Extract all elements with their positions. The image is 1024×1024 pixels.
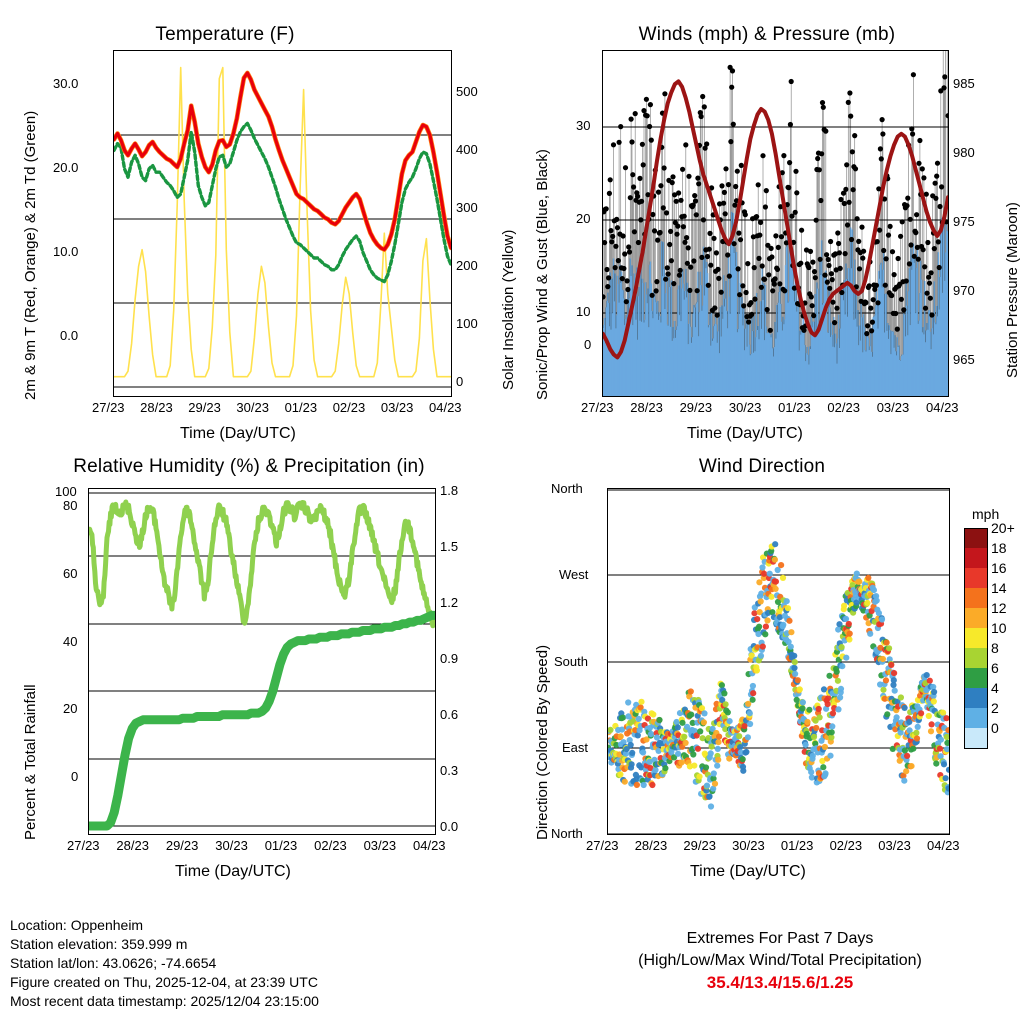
colorbar-swatch <box>964 608 988 628</box>
xtick-label: 29/23 <box>165 838 199 853</box>
winds-xlabel: Time (Day/UTC) <box>687 425 803 442</box>
colorbar-label: 0 <box>991 720 999 736</box>
xtick-label: 27/23 <box>586 838 619 853</box>
winds-svg <box>603 51 948 396</box>
colorbar-label: 2 <box>991 700 999 716</box>
colorbar-swatch <box>964 688 988 708</box>
xtick-label: 28/23 <box>630 400 663 415</box>
winds-plot <box>602 50 949 397</box>
xtick-label: 01/23 <box>780 838 814 853</box>
xtick-label: 01/23 <box>284 400 318 415</box>
xtick-label: 03/23 <box>876 400 910 415</box>
colorbar-label: 18 <box>991 540 1007 556</box>
xtick-label: 29/23 <box>188 400 221 415</box>
temperature-plot <box>113 50 452 397</box>
xtick-label: 27/23 <box>67 838 100 853</box>
colorbar-label: 8 <box>991 640 999 656</box>
xtick-label: 02/23 <box>332 400 366 415</box>
colorbar-label: 4 <box>991 680 999 696</box>
colorbar-label: 12 <box>991 600 1007 616</box>
colorbar-swatch <box>964 708 988 728</box>
xtick-label: 03/23 <box>363 838 397 853</box>
panel-winds: Winds (mph) & Pressure (mb) Sonic/Prop Wind & Gust (Blue, Black) Station Pressure (Maroon) 0 10 20 30 965 970 975 980 985 27/23 28/23 29/23 30/23 01/23 02/23 03/23 04/23 Time (Day/UTC) <box>512 0 1024 440</box>
panel-humidity: Relative Humidity (%) & Precipitation (in) Percent & Total Rainfall 0 20 40 60 80 100 0.0 0.3 0.6 0.9 1.2 1.5 1.8 27/23 28/23 29/23 30/23 01/23 02/23 03/23 04/23 Time (Day/UTC) <box>0 440 512 920</box>
xtick-label: 01/23 <box>264 838 298 853</box>
xtick-label: 04/23 <box>926 400 959 415</box>
xtick-label: 28/23 <box>634 838 668 853</box>
colorbar-swatch <box>964 668 988 688</box>
footer-latlon: Station lat/lon: 43.0626; -74.6654 <box>10 955 217 971</box>
footer-elevation: Station elevation: 359.999 m <box>10 936 188 952</box>
xtick-label: 02/23 <box>314 838 347 853</box>
xtick-label: 03/23 <box>380 400 414 415</box>
panel-winddirection: Wind Direction Direction (Colored By Speed) North West South East North 27/23 28/23 29/23 30/23 01/23 02/23 03/23 04/23 Time (Day/UTC) mph 20+ 18 16 14 12 10 8 6 4 2 0 <box>512 440 1024 920</box>
xtick-label: 30/23 <box>728 400 762 415</box>
colorbar-title: mph <box>972 506 1000 522</box>
xtick-label: 04/23 <box>927 838 960 853</box>
footer-created: Figure created on Thu, 2025-12-04, at 23:39 UTC <box>10 974 318 990</box>
winds-ylabel-right: Station Pressure (Maroon) <box>1004 202 1021 378</box>
humidity-title: Relative Humidity (%) & Precipitation (in) <box>73 456 425 477</box>
xtick-label: 28/23 <box>116 838 149 853</box>
temperature-ylabel-right: Solar Insolation (Yellow) <box>500 229 517 390</box>
xtick-label: 02/23 <box>829 838 863 853</box>
humidity-ylabel-left: Percent & Total Rainfall <box>22 684 39 840</box>
colorbar-swatch <box>964 648 988 668</box>
extremes-values: 35.4/13.4/15.6/1.25 <box>706 973 854 992</box>
extremes-line1: Extremes For Past 7 Days <box>686 930 874 947</box>
footer-location: Location: Oppenheim <box>10 917 144 933</box>
colorbar-label: 16 <box>991 560 1007 576</box>
winddir-plot <box>607 488 950 835</box>
humidity-svg <box>89 489 435 834</box>
temperature-svg <box>114 51 451 396</box>
colorbar-row <box>964 720 1024 748</box>
xtick-label: 01/23 <box>778 400 811 415</box>
extremes-block <box>570 928 990 994</box>
xtick-label: 04/23 <box>413 838 446 853</box>
colorbar-swatch <box>964 568 988 588</box>
humidity-xlabel: Time (Day/UTC) <box>175 863 291 880</box>
xtick-label: 30/23 <box>732 838 765 853</box>
xtick-label: 28/23 <box>140 400 173 415</box>
winds-ylabel-left: Sonic/Prop Wind & Gust (Blue, Black) <box>534 149 551 400</box>
colorbar-label: 20+ <box>991 520 1015 536</box>
colorbar-label: 14 <box>991 580 1007 596</box>
colorbar-swatch <box>964 728 988 749</box>
footer-recent: Most recent data timestamp: 2025/12/04 23:15:00 <box>10 993 319 1009</box>
xtick-label: 27/23 <box>581 400 614 415</box>
temperature-xlabel: Time (Day/UTC) <box>180 425 296 442</box>
xtick-label: 27/23 <box>92 400 125 415</box>
colorbar-swatch <box>964 548 988 568</box>
humidity-plot <box>88 488 436 835</box>
colorbar-swatch <box>964 628 988 648</box>
extremes-line2: (High/Low/Max Wind/Total Precipitation) <box>638 952 922 969</box>
panel-temperature: Temperature (F) 2m & 9m T (Red, Orange) & 2m Td (Green) Solar Insolation (Yellow) 0.0 10.0 20.0 30.0 0 100 200 300 400 500 27/23 28/23 29/23 30/23 01/23 02/23 03/23 04/23 Time (Day/UTC) <box>22 24 517 442</box>
winddir-svg <box>608 489 949 834</box>
winddir-xlabel: Time (Day/UTC) <box>690 863 806 880</box>
xtick-label: 30/23 <box>215 838 248 853</box>
xtick-label: 29/23 <box>683 838 716 853</box>
xtick-label: 04/23 <box>429 400 462 415</box>
temperature-title: Temperature (F) <box>155 24 295 45</box>
winds-title: Winds (mph) & Pressure (mb) <box>638 24 896 45</box>
xtick-label: 02/23 <box>827 400 860 415</box>
winddir-title: Wind Direction <box>698 456 826 477</box>
footer-info <box>10 916 480 1011</box>
colorbar-label: 10 <box>991 620 1007 636</box>
xtick-label: 29/23 <box>679 400 713 415</box>
colorbar-swatch <box>964 588 988 608</box>
colorbar-swatch <box>964 528 988 549</box>
winddir-ylabel-left: Direction (Colored By Speed) <box>534 644 551 840</box>
temperature-ylabel-left: 2m & 9m T (Red, Orange) & 2m Td (Green) <box>22 110 39 400</box>
colorbar-label: 6 <box>991 660 999 676</box>
xtick-label: 03/23 <box>878 838 911 853</box>
xtick-label: 30/23 <box>236 400 269 415</box>
